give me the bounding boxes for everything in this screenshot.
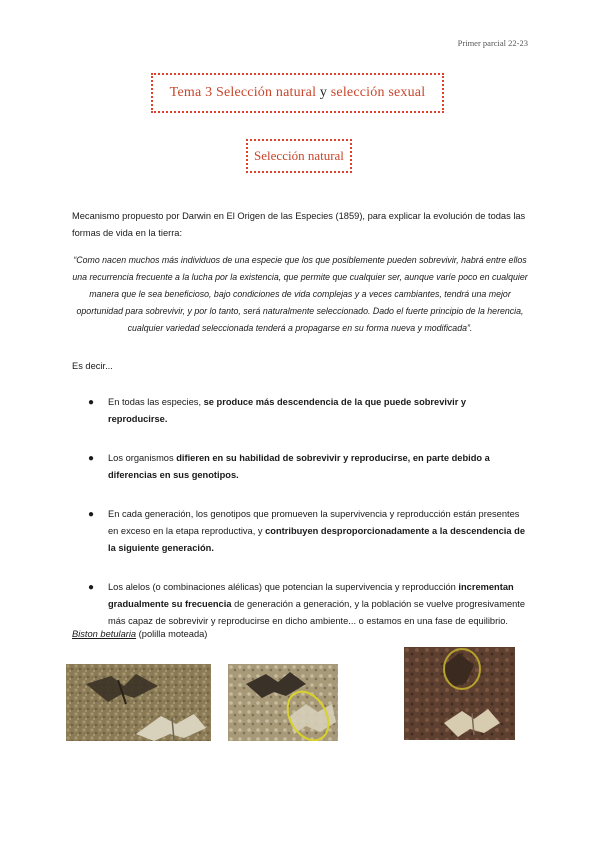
list-item [88,394,528,428]
intro-paragraph: Mecanismo propuesto por Darwin en El Origen de las Especies (1859), para explicar la evolución de todas las formas de vida en la tierra: [72,211,526,238]
list-item [88,579,528,630]
darwin-quote: “Como nacen muchos más individuos de una especie que los que posiblemente pueden sobrevivir, habrá entre ellos una recurrencia frecuente a la lucha por la existencia, que permite que cualquier ser, aunque varíe poco en cualquier manera que le sea beneficioso, bajo condiciones de vida complejas y a veces cambiantes, tendrá una mejor oportunidad para sobrevivir, y por lo tanto, será naturalmente seleccionado. Dado el fuerte principio de la herencia, cualquier variedad seleccionada tenderá a propagarse en su forma nueva y modificada”. [72,255,528,333]
bullet-text: Los organismos [108,453,177,463]
bullet-bold: contribuyen desproporcionadamente a la descendencia de la siguiente generación. [108,526,525,553]
bullet-bold: se produce más descendencia de la que puede sobrevivir y reproducirse. [108,397,467,424]
course-header: Primer parcial 22-23 [457,38,528,48]
bullet-bold: difieren en su habilidad de sobrevivir y reproducirse, en parte debido a diferencias en sus genotipos. [108,453,490,480]
moth-photo-2 [228,664,338,741]
bullet-icon: ● [88,582,95,593]
bullet-text: En cada generación, los genotipos que promueven la supervivencia y reproducción están presentes en exceso en la etapa reproductiva, y [108,509,520,536]
species-name: Biston betularia [72,629,137,639]
bullet-icon: ● [88,509,95,520]
title-part2: selección sexual [330,85,426,100]
bullet-text: Los alelos (o combinaciones alélicas) que potencian la supervivencia y reproducción [108,582,459,592]
figure-caption [72,629,207,639]
section-title: Selección natural [246,139,352,173]
list-item [88,506,528,557]
common-name: (polilla moteada) [136,629,208,639]
es-decir-label: Es decir... [72,361,113,371]
list-item [88,450,528,484]
bullet-bold: incrementan gradualmente su frecuencia [108,582,514,609]
bullet-icon: ● [88,397,95,408]
bullet-icon: ● [88,453,95,464]
page-title [151,73,444,113]
bullet-text-end: de generación a generación, y la población se vuelve progresivamente más capaz de sobrevivir y reproducirse en dicho ambiente... o estamos en una fase de equilibrio. [108,599,526,626]
title-conj: y [316,85,331,100]
bullet-text: En todas las especies, [108,397,204,407]
moth-photo-1 [66,664,211,741]
moth-photo-3 [404,647,515,740]
bullet-list [88,394,528,652]
title-part1: Tema 3 Selección natural [169,85,317,100]
